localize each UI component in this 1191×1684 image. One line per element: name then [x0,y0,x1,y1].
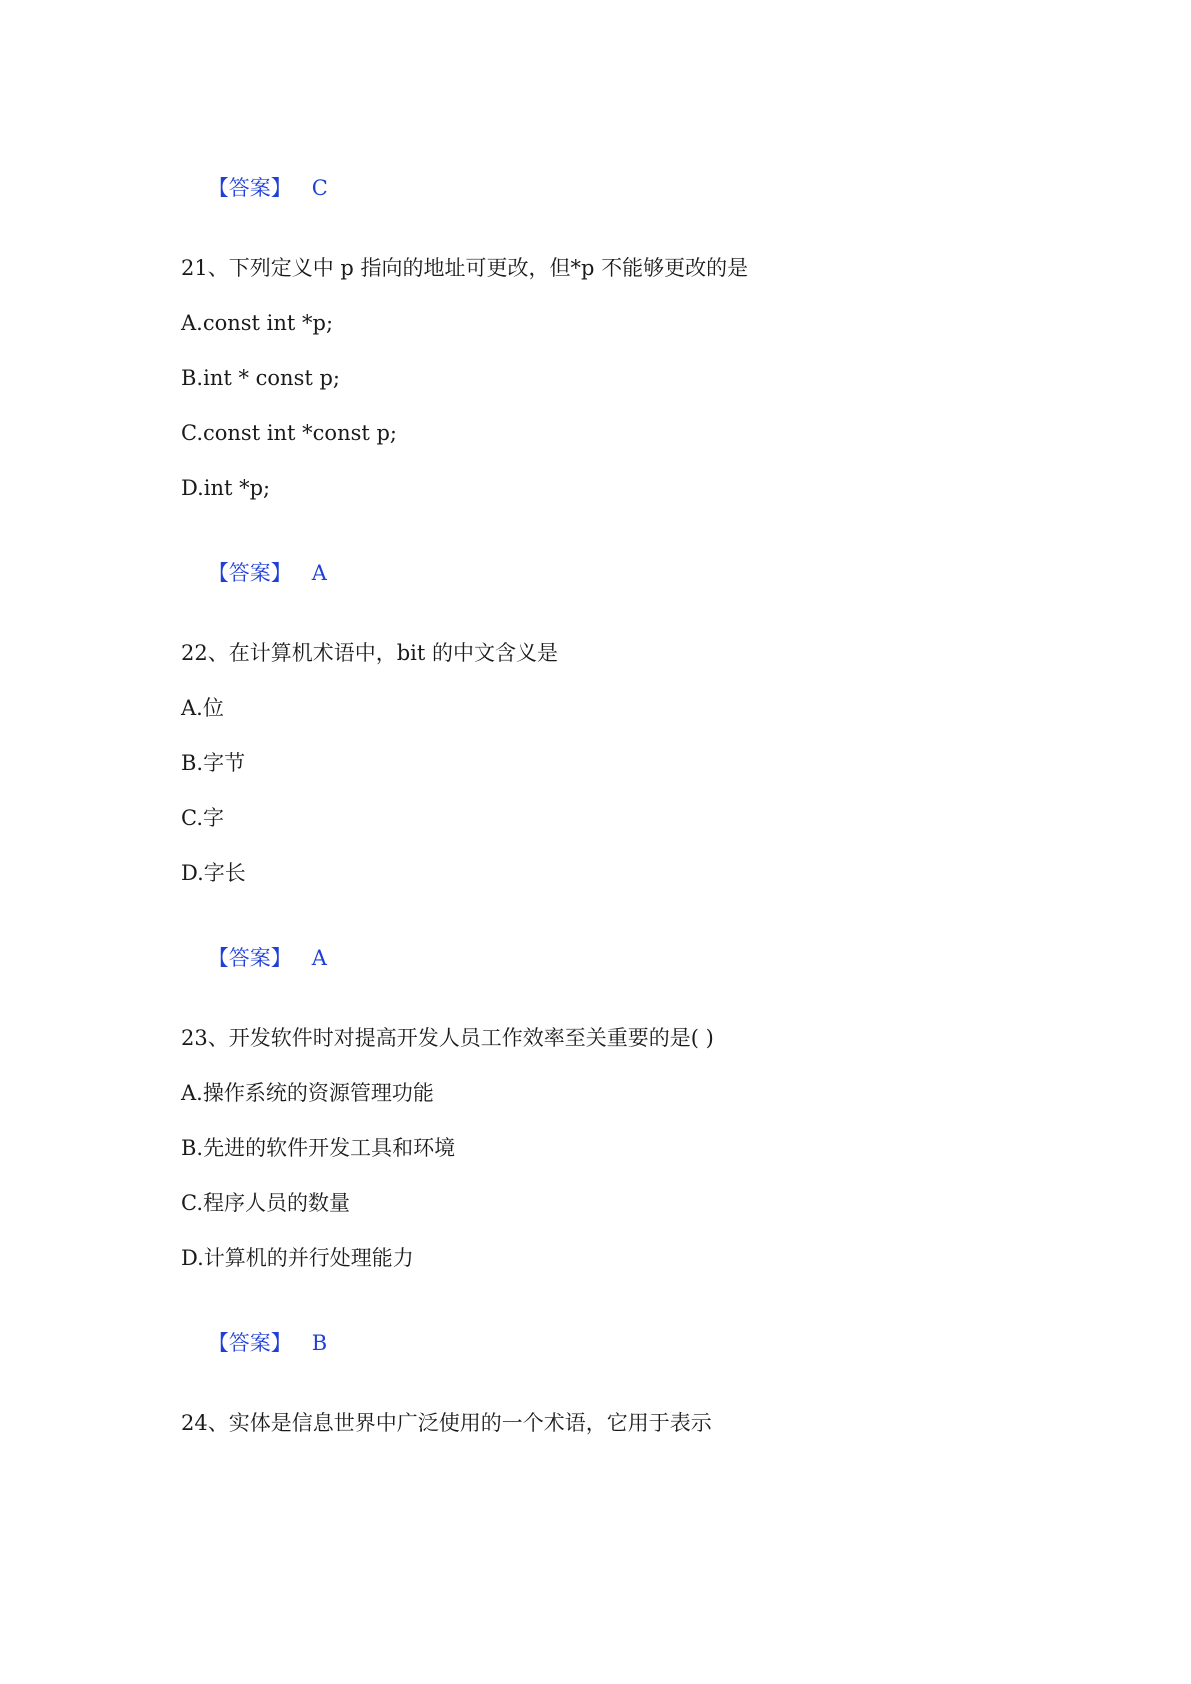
question-21-option-d: D.int *p; [181,476,271,500]
answer-label: 【答案】 [207,946,292,970]
question-22-option-a: A.位 [181,696,224,720]
question-21-option-c: C.const int *const p; [181,421,398,445]
question-22-option-b: B.字节 [181,751,246,775]
answer-label: 【答案】 [207,176,292,200]
question-23-answer [181,1298,327,1388]
question-22-option-c: C.字 [181,806,224,830]
answer-label: 【答案】 [207,561,292,585]
question-24-text: 24、实体是信息世界中广泛使用的一个术语，它用于表示 [181,1411,712,1435]
question-23-option-d: D.计算机的并行处理能力 [181,1246,414,1270]
question-23-text: 23、开发软件时对提高开发人员工作效率至关重要的是( ) [181,1026,714,1050]
answer-value: C [311,176,328,200]
answer-label: 【答案】 [207,1331,292,1355]
question-21-option-b: B.int * const p; [181,366,340,390]
question-21-text: 21、下列定义中 p 指向的地址可更改，但*p 不能够更改的是 [181,256,749,280]
question-23-option-b: B.先进的软件开发工具和环境 [181,1136,456,1160]
question-23-option-a: A.操作系统的资源管理功能 [181,1081,434,1105]
question-22-text: 22、在计算机术语中，bit 的中文含义是 [181,641,558,665]
answer-value: A [311,561,327,585]
question-22-option-d: D.字长 [181,861,246,885]
question-22-answer [181,913,327,1003]
question-23-option-c: C.程序人员的数量 [181,1191,350,1215]
answer-line [181,143,328,233]
question-21-option-a: A.const int *p; [181,311,334,335]
question-21-answer [181,528,327,618]
answer-value: A [311,946,327,970]
answer-value: B [311,1331,328,1355]
